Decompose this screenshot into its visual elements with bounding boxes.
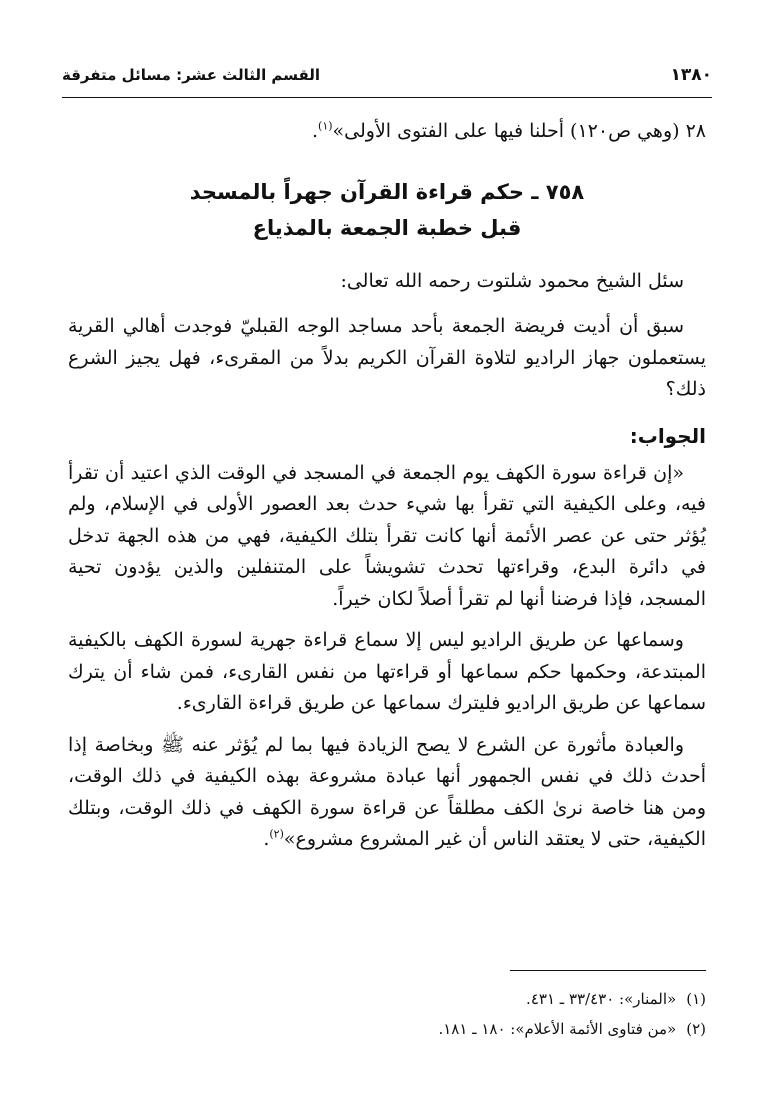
page-body (68, 116, 706, 866)
answer-paragraph-2: وسماعها عن طريق الراديو ليس إلا سماع قراءة جهرية لسورة الكهف بالكيفية المبتدعة، وحكمها حكم سماعها أو قراءتها من نفس القارىء، فمن شاء أن يترك سماعها عن طريق الراديو فليترك سماعها عن طريق قراءة القارىء. (68, 629, 706, 714)
page-header (62, 60, 712, 90)
question-intro: سئل الشيخ محمود شلتوت رحمه الله تعالى: (340, 269, 684, 292)
footnote-divider (510, 970, 706, 971)
page-number: ١٣٨٠ (670, 65, 712, 85)
footnote-1: (١)«المنار»: ٣٣/٤٣٠ ـ ٤٣١. (526, 990, 706, 1008)
question-text: سبق أن أديت فريضة الجمعة بأحد مساجد الوجه القبليّ فوجدت أهالي القرية يستعملون جهاز الراديو لتلاوة القرآن الكريم بدلاً من المقرىء، فهل يجيز الشرع ذلك؟ (68, 315, 706, 400)
answer-heading: الجواب: (629, 423, 706, 448)
answer-paragraph-3: والعبادة مأثورة عن الشرع لا يصح الزيادة فيها بما لم يُؤثر عنه ﷺ وبخاصة إذا أحدث ذلك في نفس الجمهور أنها عبادة مشروعة بهذه الكيفية في ذلك الوقت، ومن هنا خاصة نرىٰ الكف مطلقاً عن قراءة سورة الكهف في ذلك الوقت، وبتلك الكيفية، حتى لا يعتقد الناس أن غير المشروع مشروع»$^{(٢)}$. (68, 733, 706, 850)
answer-paragraph-1: «إن قراءة سورة الكهف يوم الجمعة في المسجد في الوقت الذي اعتيد أن تقرأ فيه، وعلى الكيفية التي تقرأ بها شيء حدث بعد العصور الأولى في الإسلام، ولم يُؤثر حتى عن عصر الأئمة أنها كانت تقرأ بتلك الكيفية، فهي من هذه الجهة تدخل في دائرة البدع، وقراءتها تحدث تشويشاً على المتنفلين والذين يؤدون تحية المسجد، فإذا فرضنا أنها لم تقرأ أصلاً لكان خيراً. (68, 461, 706, 610)
footnotes (68, 984, 706, 1044)
continuation-line: ٢٨ (وهي ص١٢٠) أحلنا فيها على الفتوى الأولى»$^{(١)}$. (311, 119, 706, 142)
fatwa-title (68, 174, 706, 246)
fatwa-title-line-2: قبل خطبة الجمعة بالمذياع (252, 215, 522, 240)
footnote-ref-2: (٢) (269, 827, 284, 841)
fatwa-title-line-1: ٧٥٨ ـ حكم قراءة القرآن جهراً بالمسجد (189, 179, 585, 204)
footnote-2: (٢)«من فتاوى الأئمة الأعلام»: ١٨٠ ـ ١٨١. (438, 1020, 706, 1038)
section-title: القسم الثالث عشر: مسائل متفرقة (62, 66, 321, 84)
footnote-ref-1: (١) (318, 119, 333, 133)
header-divider (62, 97, 712, 98)
